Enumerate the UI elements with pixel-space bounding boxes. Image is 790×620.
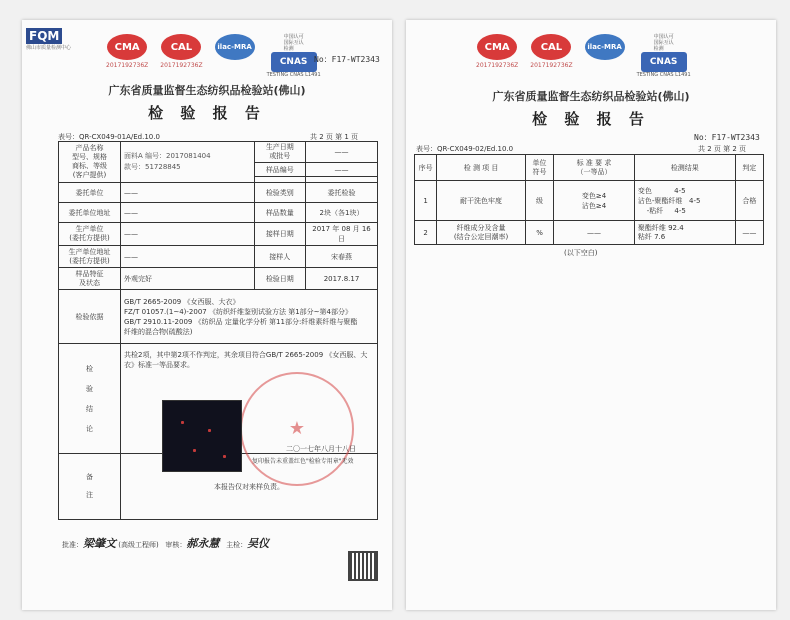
cal-caption: 2017192736Z bbox=[530, 62, 573, 69]
stamp-star-icon: ★ bbox=[288, 418, 306, 439]
official-stamp bbox=[240, 372, 354, 486]
ilac-logo-icon: ilac-MRA bbox=[585, 34, 625, 60]
remark-text: 本报告仅对来样负责。 bbox=[121, 454, 378, 520]
institute-name: 广东省质量监督生态纺织品检验站(佛山) bbox=[108, 84, 306, 97]
ilac-logo-icon: ilac-MRA bbox=[215, 34, 255, 60]
approver-label: 批准： bbox=[62, 541, 83, 549]
receiver-value: 宋春燕 bbox=[306, 246, 378, 268]
row-result: 变色 4-5 沾色-聚酯纤维 4-5 -粘纤 4-5 bbox=[634, 181, 735, 221]
sample-qty-label: 样品数量 bbox=[254, 203, 305, 223]
sample-qty-value: 2块（各1块） bbox=[306, 203, 378, 223]
reviewer-signature: 郝永慧 bbox=[186, 537, 220, 550]
sample-state-value: 外观完好 bbox=[121, 268, 255, 290]
sample-state-label: 样品特征 及状态 bbox=[59, 268, 121, 290]
swatch-dot bbox=[223, 455, 226, 458]
report-title: 检 验 报 告 bbox=[532, 110, 650, 128]
reviewer-label: 审核： bbox=[165, 541, 187, 549]
header-item: 检 测 项 目 bbox=[437, 155, 526, 181]
maker-value: —— bbox=[121, 223, 255, 246]
prod-date-label: 生产日期 或批号 bbox=[254, 142, 305, 163]
product-value: 面料A 编号：2017081404 款号：51728845 bbox=[121, 142, 255, 183]
signature-row bbox=[62, 535, 269, 551]
inspect-type-value: 委托检验 bbox=[306, 183, 378, 203]
row-result: 聚酯纤维 92.4 粘纤 7.6 bbox=[634, 221, 735, 245]
row-req: —— bbox=[554, 221, 635, 245]
conclusion-text: 共检2项，其中第2项不作判定，其余项目符合GB/T 2665-2009 《女西服、大衣》标准一等品要求。 bbox=[124, 351, 368, 369]
remark-label: 备 注 bbox=[59, 454, 121, 520]
approver-title: (高级工程师) bbox=[118, 541, 159, 549]
results-table bbox=[414, 154, 764, 245]
report-page-2 bbox=[406, 20, 776, 610]
accreditation-logos bbox=[106, 34, 321, 78]
receiver-label: 接样人 bbox=[254, 246, 305, 268]
cnas-logo-icon: CNAS bbox=[271, 52, 317, 72]
row-judge: 合格 bbox=[735, 181, 763, 221]
cnas-caption: TESTING CNAS L1491 bbox=[266, 72, 321, 78]
issue-date: 二〇一七年八月十八日 bbox=[286, 445, 356, 453]
recv-date-value: 2017 年 08 月 16 日 bbox=[306, 223, 378, 246]
page-count: 共 2 页 第 2 页 bbox=[698, 145, 747, 153]
sample-no-label: 样品编号 bbox=[254, 163, 305, 177]
table-number: 表号：QR-CX049-01A/Ed.10.0 bbox=[58, 133, 160, 141]
report-serial: No：F17-WT2343 bbox=[314, 55, 380, 64]
report-title: 检 验 报 告 bbox=[148, 104, 266, 122]
page-count: 共 2 页 第 1 页 bbox=[310, 133, 359, 141]
header-judge: 判定 bbox=[735, 155, 763, 181]
table-number: 表号：QR-CX049-02/Ed.10.0 bbox=[416, 145, 514, 153]
product-label: 产品名称 型号、规格 商标、等级 (客户提供) bbox=[59, 142, 121, 183]
fabric-swatch bbox=[162, 400, 242, 472]
row-no: 2 bbox=[415, 221, 437, 245]
end-note: (以下空白) bbox=[564, 249, 598, 257]
client-label: 委托单位 bbox=[59, 183, 121, 203]
cma-caption: 2017192736Z bbox=[476, 62, 519, 69]
header-req: 标 准 要 求 （一等品） bbox=[554, 155, 635, 181]
inspect-type-label: 检验类别 bbox=[254, 183, 305, 203]
test-date-label: 检验日期 bbox=[254, 268, 305, 290]
client-value: —— bbox=[121, 183, 255, 203]
row-item: 纤维成分及含量 (结合公定回潮率) bbox=[437, 221, 526, 245]
basis-line: FZ/T 01057.(1~4)-2007 《纺织纤维鉴别试验方法 第1部分~第4部分》 bbox=[124, 307, 352, 316]
fqm-logo: FQM bbox=[26, 28, 62, 44]
qr-code-icon bbox=[348, 551, 378, 581]
client-addr-label: 委托单位地址 bbox=[59, 203, 121, 223]
cal-logo-icon: CAL bbox=[531, 34, 571, 60]
row-item: 耐干洗色牢度 bbox=[437, 181, 526, 221]
row-unit: 级 bbox=[525, 181, 553, 221]
cma-caption: 2017192736Z bbox=[106, 62, 149, 69]
row-unit: % bbox=[525, 221, 553, 245]
institute-name: 广东省质量监督生态纺织品检验站(佛山) bbox=[492, 90, 690, 103]
header-no: 序号 bbox=[415, 155, 437, 181]
cal-caption: 2017192736Z bbox=[160, 62, 203, 69]
cal-logo-icon: CAL bbox=[161, 34, 201, 60]
accreditation-logos-2 bbox=[476, 34, 691, 78]
cma-logo-icon: CMA bbox=[477, 34, 517, 60]
row-no: 1 bbox=[415, 181, 437, 221]
cma-logo-icon: CMA bbox=[107, 34, 147, 60]
basis-line: GB/T 2665-2009 《女西服、大衣》 bbox=[124, 297, 240, 306]
cnas-logo-icon: CNAS bbox=[641, 52, 687, 72]
approver-signature: 梁肇文 bbox=[83, 537, 116, 550]
basis-label: 检验依据 bbox=[59, 290, 121, 344]
header-result: 检测结果 bbox=[634, 155, 735, 181]
maker-addr-label: 生产单位地址 (委托方提供) bbox=[59, 246, 121, 268]
table-row bbox=[415, 181, 764, 221]
basis-line: GB/T 2910.11-2009 《纺织品 定量化学分析 第11部分:纤维素纤维与聚酯 bbox=[124, 317, 358, 326]
tester-label: 主检： bbox=[226, 541, 248, 549]
basis-line: 纤维的混合物(硫酸法) bbox=[124, 327, 193, 336]
swatch-dot bbox=[208, 429, 211, 432]
row-judge: —— bbox=[735, 221, 763, 245]
row-req: 变色≥4 沾色≥4 bbox=[554, 181, 635, 221]
conclusion-label: 检 验 结 论 bbox=[59, 344, 121, 454]
cnas-side-text: 中国认可 国际互认 检测 bbox=[283, 34, 304, 52]
sample-no-value: —— bbox=[306, 163, 378, 177]
header-unit: 单位 符号 bbox=[525, 155, 553, 181]
stamp-note: 复印报告未重盖红色"检验专用章"无效 bbox=[252, 458, 354, 465]
test-date-value: 2017.8.17 bbox=[306, 268, 378, 290]
recv-date-label: 接样日期 bbox=[254, 223, 305, 246]
table-row bbox=[415, 221, 764, 245]
fqm-caption: 佛山市质量检测中心 bbox=[26, 45, 72, 51]
swatch-dot bbox=[193, 449, 196, 452]
prod-date-value: —— bbox=[306, 142, 378, 163]
maker-label: 生产单位 (委托方提供) bbox=[59, 223, 121, 246]
tester-signature: 吴仪 bbox=[247, 537, 270, 550]
client-addr-value: —— bbox=[121, 203, 255, 223]
cnas-caption: TESTING CNAS L1491 bbox=[636, 72, 691, 78]
report-page-1 bbox=[22, 20, 392, 610]
basis-cell bbox=[121, 290, 378, 344]
swatch-dot bbox=[181, 421, 184, 424]
maker-addr-value: —— bbox=[121, 246, 255, 268]
report-serial: No：F17-WT2343 bbox=[694, 133, 760, 142]
cnas-side-text: 中国认可 国际互认 检测 bbox=[653, 34, 674, 52]
